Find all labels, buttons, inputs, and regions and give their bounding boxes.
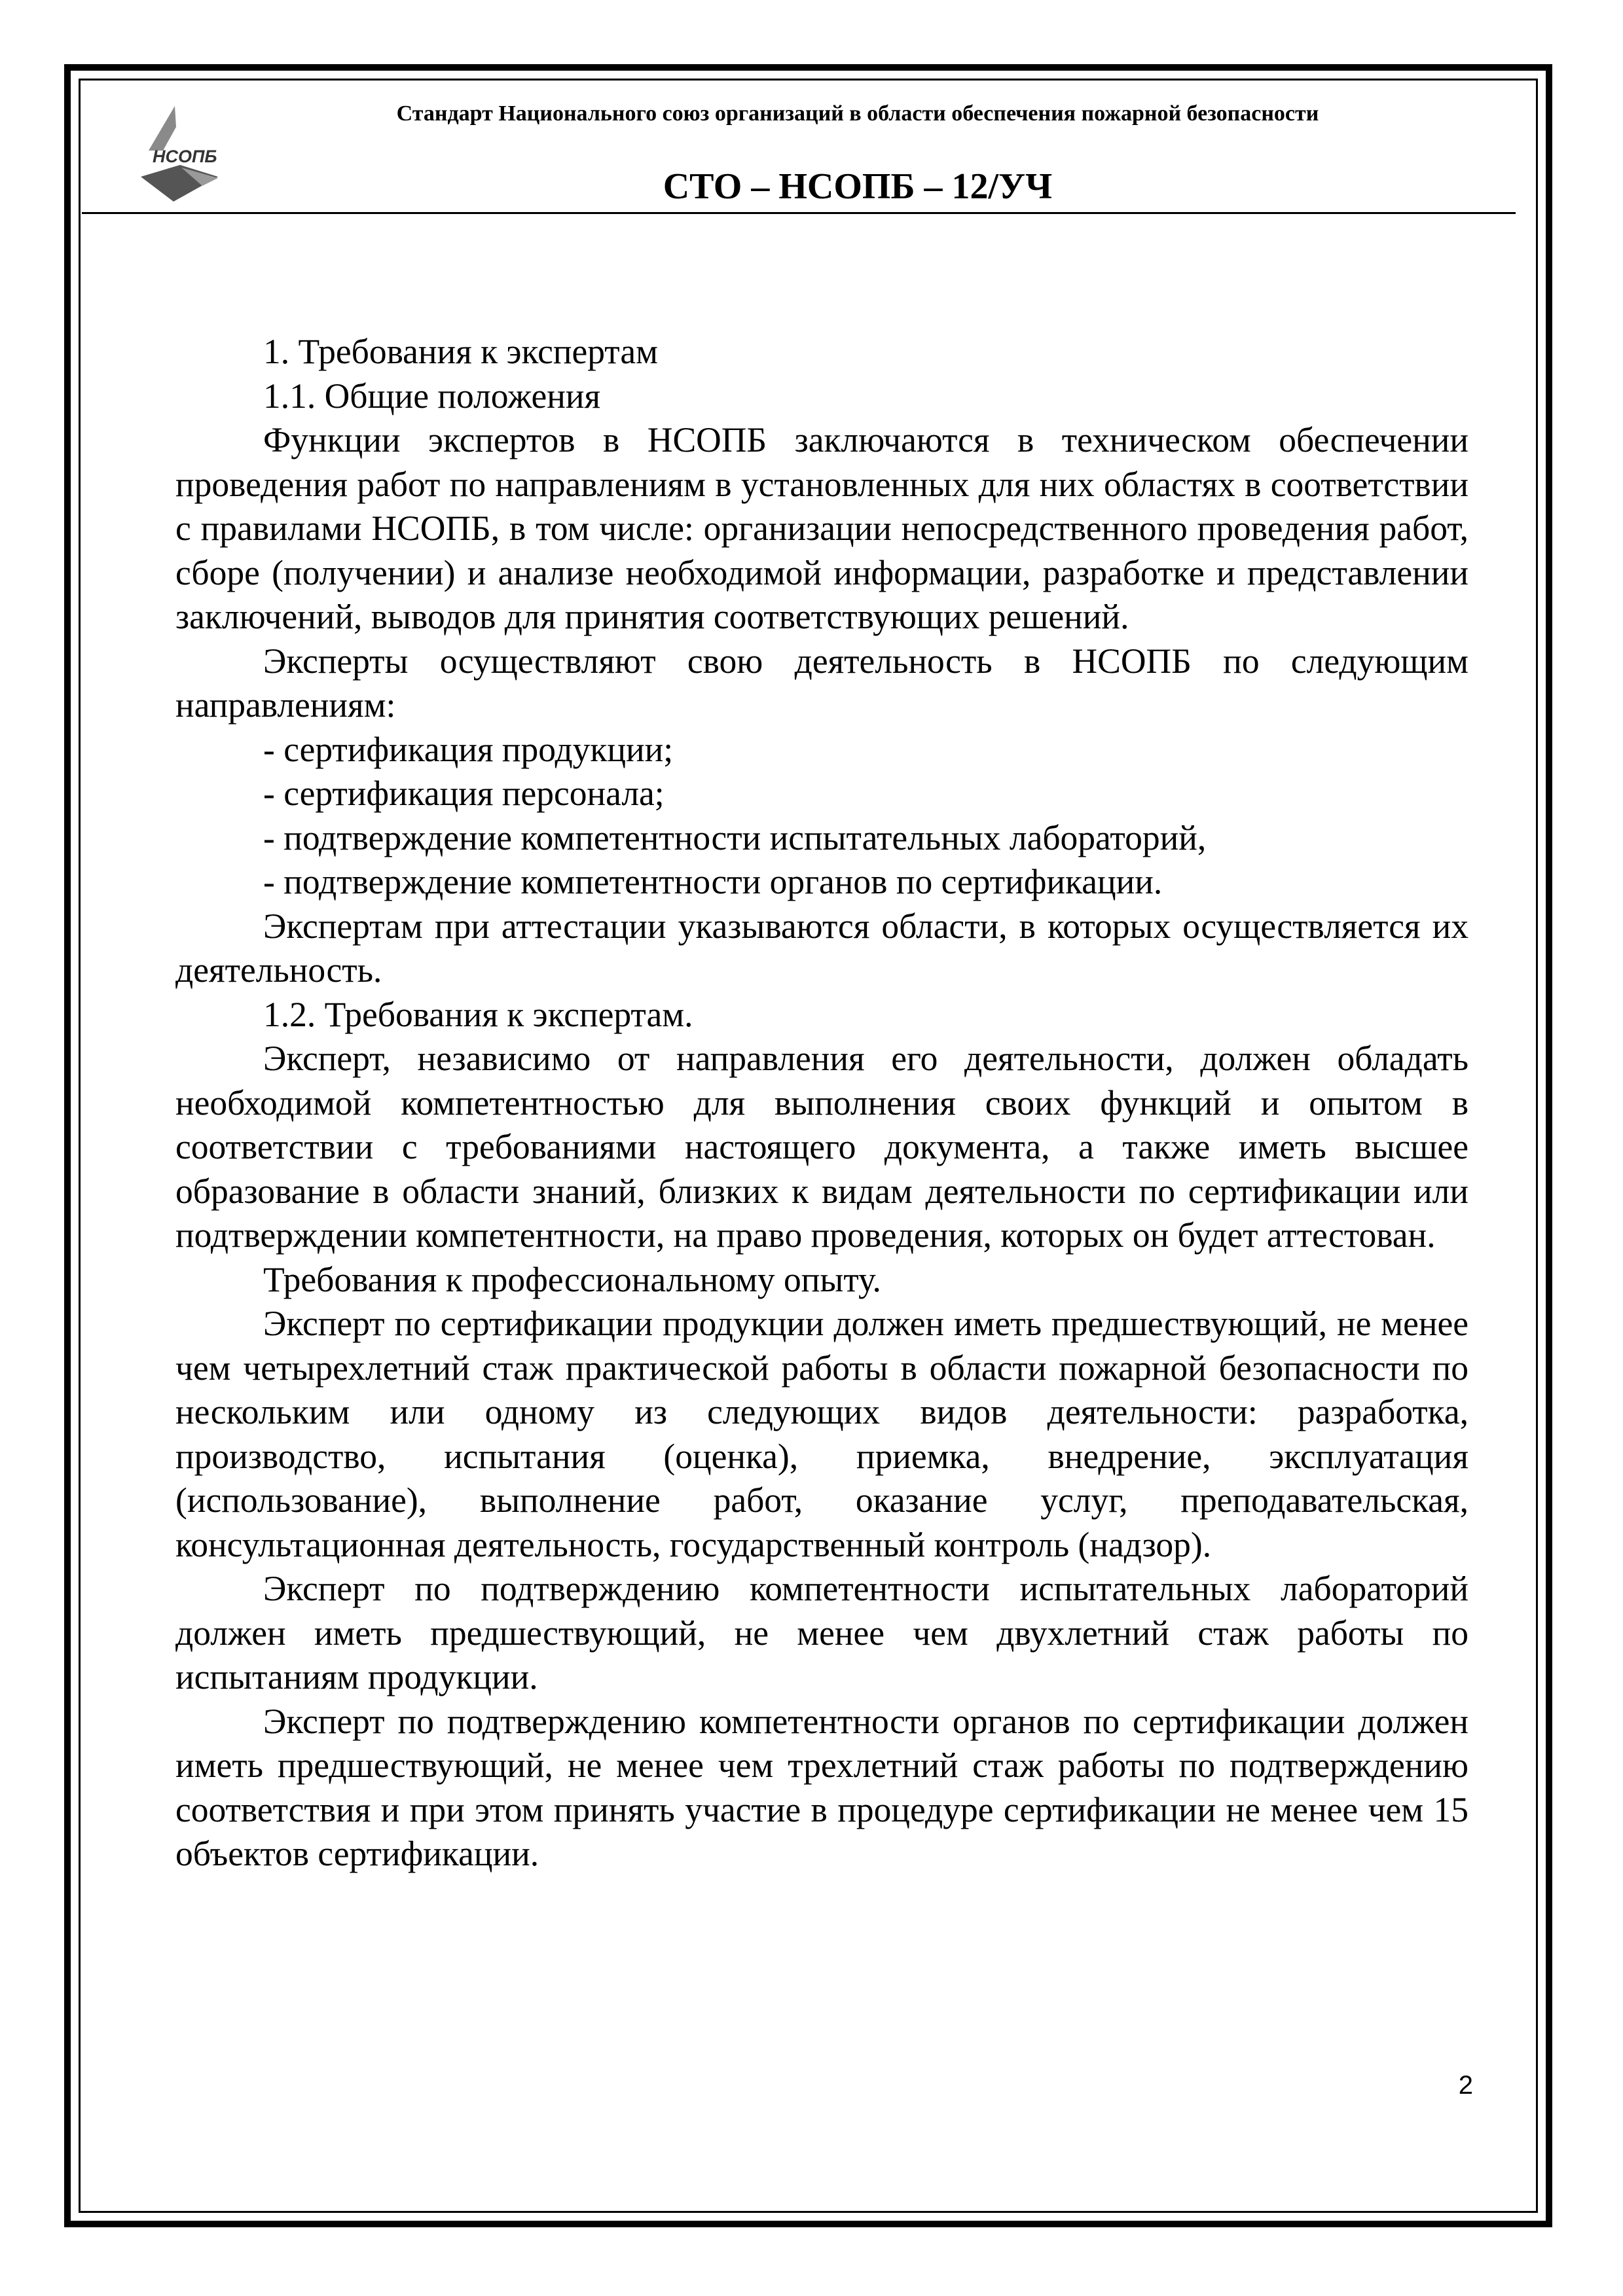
header-divider	[82, 212, 1516, 214]
paragraph: Эксперты осуществляют свою деятельность в НСОПБ по следующим направлениям:	[175, 641, 1468, 725]
subsection-heading: 1.2. Требования к экспертам.	[263, 994, 693, 1034]
paragraph: Эксперт по сертификации продукции должен иметь предшествующий, не менее чем четырехлетний стаж практической работы в области пожарной безопасности по нескольким или одному из следующих видов деятельности: разработка, производство, испытания (оценка), приемка, внедрение, эксплуатация (использование), выполнение работ, оказание услуг, преподавательская, консультационная деятельность, государственный контроль (надзор).	[175, 1304, 1468, 1564]
organization-name: Стандарт Национального союз организаций в области обеспечения пожарной безопасности	[396, 101, 1319, 126]
list-item: - подтверждение компетентности органов по сертификации.	[263, 862, 1163, 901]
section-heading: 1. Требования к экспертам	[263, 332, 658, 371]
paragraph: Требования к профессиональному опыту.	[263, 1259, 881, 1299]
paragraph: Экспертам при аттестации указываются области, в которых осуществляется их деятельность.	[175, 906, 1468, 990]
paragraph: Функции экспертов в НСОПБ заключаются в техническом обеспечении проведения работ по направлениям в установленных для них областях в соответствии с правилами НСОПБ, в том числе: организации непосредственного проведения работ, сборе (получении) и анализе необходимой информации, разработке и представлении заключений, выводов для принятия соответствующих решений.	[175, 420, 1468, 636]
list-item: - сертификация персонала;	[263, 774, 665, 813]
page-number: 2	[1458, 2071, 1473, 2100]
subsection-heading: 1.1. Общие положения	[263, 376, 601, 416]
logo-lettering: НСОПБ	[153, 147, 217, 166]
paragraph: Эксперт, независимо от направления его деятельности, должен обладать необходимой компетентностью для выполнения своих функций и опытом в соответствии с требованиями настоящего документа, а также иметь высшее образование в области знаний, близких к видам деятельности по сертификации или подтверждении компетентности, на право проведения, которых он будет аттестован.	[175, 1039, 1468, 1255]
standard-code: СТО – НСОПБ – 12/УЧ	[663, 166, 1053, 207]
paragraph: Эксперт по подтверждению компетентности испытательных лабораторий должен иметь предшествующий, не менее чем двухлетний стаж работы по испытаниям продукции.	[175, 1569, 1468, 1696]
document-body	[175, 330, 1468, 1876]
list-item: - сертификация продукции;	[263, 729, 674, 769]
paragraph: Эксперт по подтверждению компетентности органов по сертификации должен иметь предшествующий, не менее чем трехлетний стаж работы по подтверждению соответствия и при этом принять участие в процедуре сертификации не менее чем 15 объектов сертификации.	[175, 1701, 1468, 1873]
list-item: - подтверждение компетентности испытательных лабораторий,	[263, 817, 1207, 857]
nsopb-logo	[134, 105, 219, 203]
